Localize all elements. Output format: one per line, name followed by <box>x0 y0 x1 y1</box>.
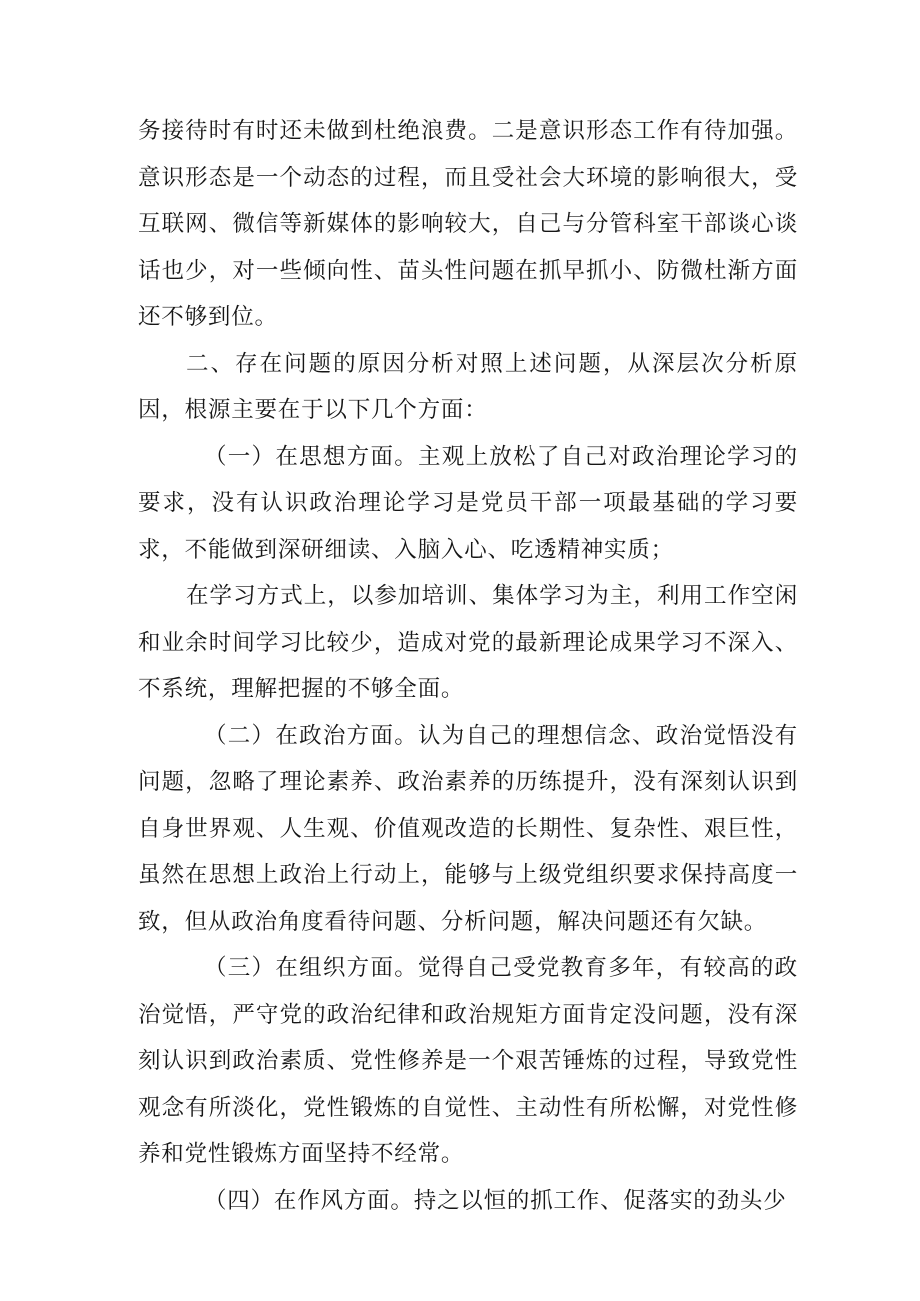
paragraph-study-method: 在学习方式上，以参加培训、集体学习为主，利用工作空闲和业余时间学习比较少，造成对党的最新理论成果学习不深入、不系统，理解把握的不够全面。 <box>138 583 798 702</box>
paragraph-section-two-heading: 二、存在问题的原因分析对照上述问题，从深层次分析原因，根源主要在于以下几个方面： <box>138 350 798 423</box>
paragraph-continuation-ideology: 务接待时有时还未做到杜绝浪费。二是意识形态工作有待加强。意识形态是一个动态的过程，而且受社会大环境的影响很大，受互联网、微信等新媒体的影响较大，自己与分管科室干部谈心谈话也少，对一些倾向性、苗头性问题在抓早抓小、防微杜渐方面还不够到位。 <box>138 118 798 330</box>
paragraph-thought-aspect: （一）在思想方面。主观上放松了自己对政治理论学习的要求，没有认识政治理论学习是党员干部一项最基础的学习要求，不能做到深研细读、入脑入心、吃透精神实质； <box>138 443 798 563</box>
paragraph-political-aspect: （二）在政治方面。认为自己的理想信念、政治觉悟没有问题，忽略了理论素养、政治素养的历练提升，没有深刻认识到自身世界观、人生观、价值观改造的长期性、复杂性、艰巨性，虽然在思想上政治上行动上，能够与上级党组织要求保持高度一致，但从政治角度看待问题、分析问题，解决问题还有欠缺。 <box>138 722 798 935</box>
paragraph-organization-aspect: （三）在组织方面。觉得自己受党教育多年，有较高的政治觉悟，严守党的政治纪律和政治规矩方面肯定没问题，没有深刻认识到政治素质、党性修养是一个艰苦锤炼的过程，导致党性观念有所淡化，党性锻炼的自觉性、主动性有所松懈，对党性修养和党性锻炼方面坚持不经常。 <box>138 955 798 1167</box>
paragraph-work-style-aspect: （四）在作风方面。持之以恒的抓工作、促落实的劲头少 <box>204 1187 787 1214</box>
document-body <box>138 108 798 1224</box>
